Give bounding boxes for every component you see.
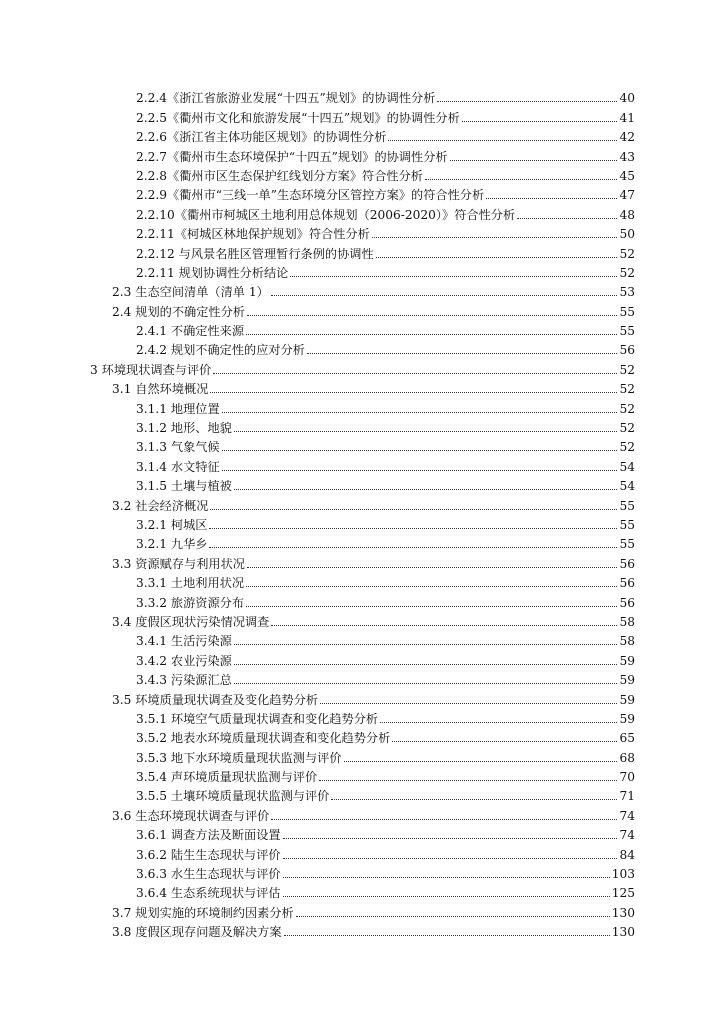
toc-entry[interactable]: [136, 184, 635, 203]
toc-entry-title: 2.2.5《衢州市文化和旅游发展“十四五”规划》的协调性分析: [136, 110, 460, 125]
toc-entry-title: 2.2.11 规划协调性分析结论: [136, 265, 289, 280]
toc-entry-title: 3.4.1 生活污染源: [136, 634, 232, 649]
toc-entry-page-number: 74: [619, 828, 635, 843]
dot-leader: [425, 179, 618, 180]
toc-entry-page-number: 125: [611, 886, 635, 901]
toc-entry-page-number: 52: [619, 362, 635, 377]
dot-leader: [234, 431, 618, 432]
toc-entry[interactable]: [136, 533, 635, 552]
toc-entry-page-number: 74: [619, 808, 635, 823]
toc-entry-title: 3.2 社会经济概况: [112, 498, 209, 513]
toc-entry[interactable]: [112, 300, 635, 319]
toc-entry-page-number: 68: [619, 750, 635, 765]
toc-entry[interactable]: [136, 572, 635, 591]
dot-leader: [209, 528, 617, 529]
dot-leader: [247, 567, 618, 568]
toc-entry[interactable]: [136, 824, 635, 843]
toc-entry-page-number: 58: [619, 614, 635, 629]
toc-entry[interactable]: [136, 843, 635, 862]
toc-entry-page-number: 56: [619, 595, 635, 610]
dot-leader: [271, 625, 617, 626]
toc-entry-page-number: 52: [619, 421, 635, 436]
dot-leader: [222, 450, 618, 451]
toc-entry[interactable]: [136, 630, 635, 649]
toc-entry[interactable]: [136, 106, 635, 125]
dot-leader: [234, 683, 618, 684]
dot-leader: [210, 392, 617, 393]
toc-entry-page-number: 71: [619, 789, 635, 804]
dot-leader: [234, 489, 618, 490]
dot-leader: [380, 722, 617, 723]
toc-entry[interactable]: [136, 649, 635, 668]
toc-entry-title: 3.8 度假区现存问题及解决方案: [112, 925, 282, 940]
toc-entry-page-number: 55: [619, 304, 635, 319]
toc-entry-title: 3.5.5 土壤环境质量现状监测与评价: [136, 789, 330, 804]
toc-entry[interactable]: [136, 417, 635, 436]
toc-entry-page-number: 56: [619, 576, 635, 591]
toc-entry-title: 3.5.1 环境空气质量现状调查和变化趋势分析: [136, 711, 379, 726]
toc-entry[interactable]: [136, 766, 635, 785]
toc-entry[interactable]: [136, 436, 635, 455]
dot-leader: [392, 741, 617, 742]
toc-entry-page-number: 84: [619, 847, 635, 862]
dot-leader: [388, 140, 617, 141]
dot-leader: [283, 896, 610, 897]
toc-entry-title: 2.3 生态空间清单（清单 1）: [112, 285, 269, 300]
toc-entry-title: 3.3.2 旅游资源分布: [136, 595, 245, 610]
toc-entry-title: 2.4.1 不确定性来源: [136, 324, 245, 339]
toc-entry[interactable]: [136, 203, 635, 222]
dot-leader: [246, 334, 617, 335]
dot-leader: [283, 838, 618, 839]
dot-leader: [319, 780, 617, 781]
toc-entry[interactable]: [136, 746, 635, 765]
dot-leader: [246, 586, 617, 587]
toc-entry-title: 3.5.4 声环境质量现状监测与评价: [136, 770, 318, 785]
toc-entry-page-number: 55: [619, 537, 635, 552]
toc-entry-title: 2.2.4《浙江省旅游业发展“十四五”规划》的协调性分析: [136, 91, 436, 106]
dot-leader: [247, 315, 618, 316]
toc-entry-page-number: 45: [619, 168, 635, 183]
toc-entry[interactable]: [112, 281, 635, 300]
dot-leader: [271, 295, 618, 296]
toc-entry-title: 3.7 规划实施的环境制约因素分析: [112, 905, 294, 920]
toc-entry[interactable]: [112, 611, 635, 630]
toc-entry-page-number: 59: [619, 653, 635, 668]
toc-entry-title: 2.2.8《衢州市区生态保护红线划分方案》符合性分析: [136, 168, 423, 183]
toc-entry-title: 3.1.4 水文特征: [136, 459, 220, 474]
toc-entry-title: 3.6.2 陆生生态现状与评价: [136, 847, 281, 862]
toc-entry-page-number: 52: [619, 265, 635, 280]
toc-entry-title: 3.5 环境质量现状调查及变化趋势分析: [112, 692, 319, 707]
dot-leader: [376, 257, 618, 258]
toc-entry[interactable]: [112, 688, 635, 707]
toc-entry-title: 3.1.2 地形、地貌: [136, 421, 232, 436]
toc-entry-page-number: 55: [619, 498, 635, 513]
dot-leader: [437, 101, 617, 102]
toc-entry-title: 3.5.3 地下水环境质量现状监测与评价: [136, 750, 342, 765]
dot-leader: [209, 547, 617, 548]
toc-entry-title: 3 环境现状调查与评价: [90, 362, 212, 377]
dot-leader: [450, 160, 618, 161]
toc-entry[interactable]: [136, 165, 635, 184]
toc-entry-title: 3.6 生态环境现状调查与评价: [112, 808, 270, 823]
toc-entry-title: 3.6.4 生态系统现状与评估: [136, 886, 281, 901]
toc-entry-page-number: 130: [611, 925, 635, 940]
toc-entry-page-number: 65: [619, 731, 635, 746]
toc-entry-page-number: 55: [619, 324, 635, 339]
dot-leader: [283, 877, 610, 878]
toc-entry-page-number: 58: [619, 634, 635, 649]
dot-leader: [290, 276, 617, 277]
toc-entry-page-number: 55: [619, 517, 635, 532]
toc-entry-title: 3.3 资源赋存与利用状况: [112, 556, 245, 571]
table-of-contents: [0, 87, 724, 940]
dot-leader: [213, 373, 617, 374]
dot-leader: [271, 819, 617, 820]
toc-entry-title: 3.6.1 调查方法及断面设置: [136, 828, 281, 843]
toc-entry[interactable]: [136, 145, 635, 164]
dot-leader: [234, 644, 618, 645]
dot-leader: [210, 509, 617, 510]
dot-leader: [222, 412, 618, 413]
toc-entry-page-number: 52: [619, 382, 635, 397]
toc-entry-page-number: 59: [619, 711, 635, 726]
toc-entry-title: 3.5.2 地表水环境质量现状调查和变化趋势分析: [136, 731, 391, 746]
toc-entry-page-number: 56: [619, 556, 635, 571]
dot-leader: [296, 916, 610, 917]
toc-entry[interactable]: [136, 863, 635, 882]
dot-leader: [307, 353, 618, 354]
toc-entry[interactable]: [112, 494, 635, 513]
toc-entry-title: 3.4.3 污染源汇总: [136, 673, 232, 688]
toc-entry[interactable]: [136, 242, 635, 261]
toc-entry-title: 3.6.3 水生生态现状与评价: [136, 867, 281, 882]
toc-entry-title: 2.4 规划的不确定性分析: [112, 304, 245, 319]
toc-entry[interactable]: [136, 727, 635, 746]
dot-leader: [246, 606, 617, 607]
toc-entry-title: 2.2.10《衢州市柯城区土地利用总体规划（2006-2020）》符合性分析: [136, 207, 516, 222]
dot-leader: [486, 198, 617, 199]
toc-entry[interactable]: [136, 339, 635, 358]
toc-entry[interactable]: [112, 552, 635, 571]
toc-entry-page-number: 43: [619, 149, 635, 164]
dot-leader: [283, 858, 618, 859]
toc-entry[interactable]: [136, 882, 635, 901]
dot-leader: [462, 121, 618, 122]
toc-entry-page-number: 53: [619, 285, 635, 300]
toc-entry[interactable]: [112, 378, 635, 397]
toc-entry[interactable]: [136, 223, 635, 242]
toc-entry[interactable]: [112, 804, 635, 823]
toc-entry[interactable]: [112, 921, 635, 940]
dot-leader: [284, 935, 610, 936]
toc-entry-title: 2.2.12 与风景名胜区管理暂行条例的协调性: [136, 246, 374, 261]
toc-entry-title: 2.4.2 规划不确定性的应对分析: [136, 343, 305, 358]
toc-entry[interactable]: [90, 358, 635, 377]
toc-entry-title: 3.2.1 柯城区: [136, 517, 208, 532]
toc-entry-page-number: 130: [611, 905, 635, 920]
toc-entry[interactable]: [136, 262, 635, 281]
toc-entry-page-number: 54: [619, 459, 635, 474]
dot-leader: [344, 761, 618, 762]
toc-entry[interactable]: [136, 785, 635, 804]
toc-entry[interactable]: [136, 87, 635, 106]
toc-entry-page-number: 52: [619, 440, 635, 455]
toc-entry-page-number: 70: [619, 770, 635, 785]
dot-leader: [234, 664, 618, 665]
toc-entry-page-number: 48: [619, 207, 635, 222]
toc-entry[interactable]: [112, 901, 635, 920]
toc-entry-page-number: 47: [619, 188, 635, 203]
dot-leader: [517, 218, 617, 219]
toc-entry-title: 3.4 度假区现状污染情况调查: [112, 614, 270, 629]
toc-entry-page-number: 41: [619, 110, 635, 125]
toc-entry-title: 2.2.7《衢州市生态环境保护“十四五”规划》的协调性分析: [136, 149, 448, 164]
toc-entry[interactable]: [136, 397, 635, 416]
toc-entry[interactable]: [136, 455, 635, 474]
toc-entry-page-number: 40: [619, 91, 635, 106]
toc-entry-page-number: 54: [619, 479, 635, 494]
toc-entry[interactable]: [136, 591, 635, 610]
toc-entry-page-number: 56: [619, 343, 635, 358]
toc-entry[interactable]: [136, 669, 635, 688]
toc-entry-title: 2.2.9《衢州市“三线一单”生态环境分区管控方案》的符合性分析: [136, 188, 485, 203]
toc-entry-title: 2.2.6《浙江省主体功能区规划》的协调性分析: [136, 130, 387, 145]
dot-leader: [331, 799, 617, 800]
toc-entry[interactable]: [136, 126, 635, 145]
dot-leader: [320, 703, 617, 704]
toc-entry-page-number: 103: [611, 867, 635, 882]
toc-entry-title: 2.2.11《柯城区林地保护规划》符合性分析: [136, 227, 370, 242]
toc-entry-page-number: 52: [619, 246, 635, 261]
toc-entry[interactable]: [136, 514, 635, 533]
toc-entry-title: 3.1.3 气象气候: [136, 440, 220, 455]
toc-entry[interactable]: [136, 475, 635, 494]
dot-leader: [372, 237, 618, 238]
toc-entry[interactable]: [136, 320, 635, 339]
toc-entry-page-number: 52: [619, 401, 635, 416]
toc-entry-page-number: 59: [619, 673, 635, 688]
toc-entry-title: 3.1.5 土壤与植被: [136, 479, 232, 494]
toc-entry-title: 3.2.1 九华乡: [136, 537, 208, 552]
toc-entry-page-number: 50: [619, 227, 635, 242]
dot-leader: [222, 470, 618, 471]
toc-entry-title: 3.1 自然环境概况: [112, 382, 209, 397]
toc-entry-title: 3.4.2 农业污染源: [136, 653, 232, 668]
toc-entry-page-number: 59: [619, 692, 635, 707]
toc-entry-title: 3.1.1 地理位置: [136, 401, 220, 416]
toc-entry-title: 3.3.1 土地利用状况: [136, 576, 245, 591]
toc-entry-page-number: 42: [619, 130, 635, 145]
toc-entry[interactable]: [136, 708, 635, 727]
